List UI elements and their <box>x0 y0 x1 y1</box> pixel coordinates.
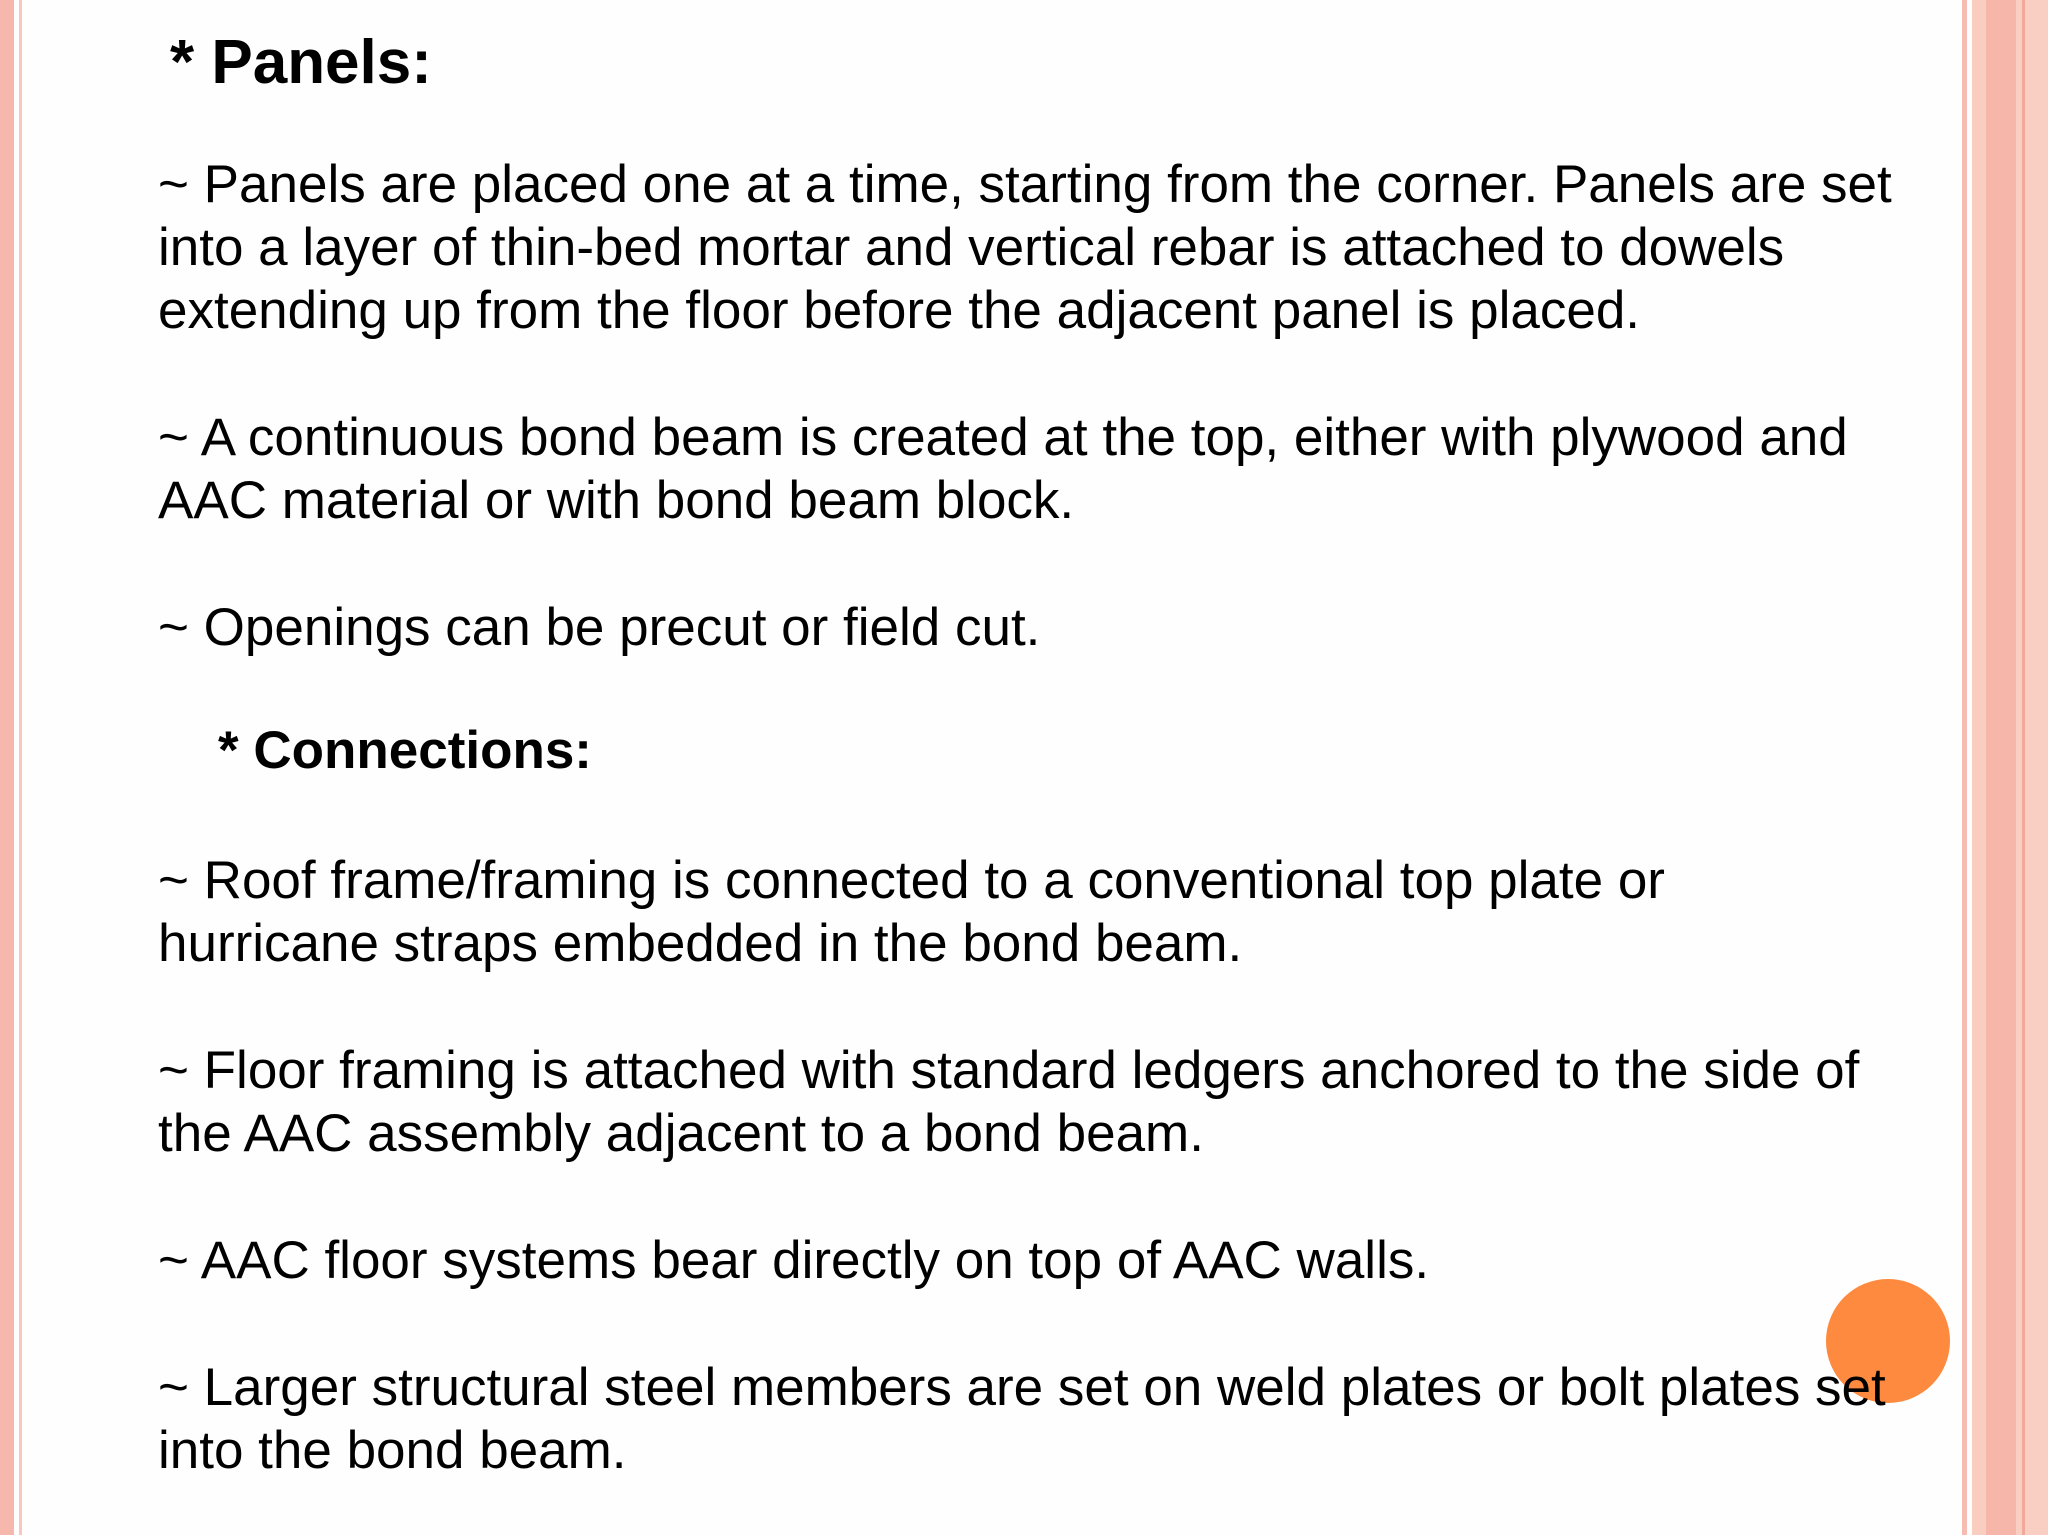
text-line: ~ Floor framing is attached with standard ledgers anchored to the side of <box>158 1041 1860 1100</box>
text-line: ~ A continuous bond beam is created at the top, either with plywood and <box>158 408 1848 467</box>
text-line: ~ Panels are placed one at a time, starting from the corner. Panels are set <box>158 155 1892 214</box>
text-line: ~ AAC floor systems bear directly on top of AAC walls. <box>158 1231 1430 1290</box>
connections-point-floor-systems <box>158 1229 1429 1292</box>
text-line: ~ Larger structural steel members are set on weld plates or bolt plates set <box>158 1358 1886 1417</box>
panels-point-bond-beam <box>158 406 1848 532</box>
text-line: hurricane straps embedded in the bond beam. <box>158 914 1243 973</box>
connections-point-steel-members <box>158 1356 1886 1482</box>
panels-point-openings <box>158 596 1040 659</box>
text-line: into a layer of thin-bed mortar and vertical rebar is attached to dowels <box>158 218 1785 277</box>
panels-heading: * Panels: <box>170 28 432 97</box>
text-line: ~ Roof frame/framing is connected to a conventional top plate or <box>158 851 1665 910</box>
text-line: ~ Openings can be precut or field cut. <box>158 598 1041 657</box>
text-line: AAC material or with bond beam block. <box>158 471 1075 530</box>
text-line: into the bond beam. <box>158 1421 627 1480</box>
connections-heading: * Connections: <box>218 721 592 780</box>
connections-point-roof <box>158 849 1665 975</box>
connections-point-floor-framing <box>158 1039 1859 1165</box>
text-line: extending up from the floor before the adjacent panel is placed. <box>158 281 1641 340</box>
text-line: the AAC assembly adjacent to a bond beam. <box>158 1104 1204 1163</box>
panels-point-placement <box>158 153 1892 342</box>
